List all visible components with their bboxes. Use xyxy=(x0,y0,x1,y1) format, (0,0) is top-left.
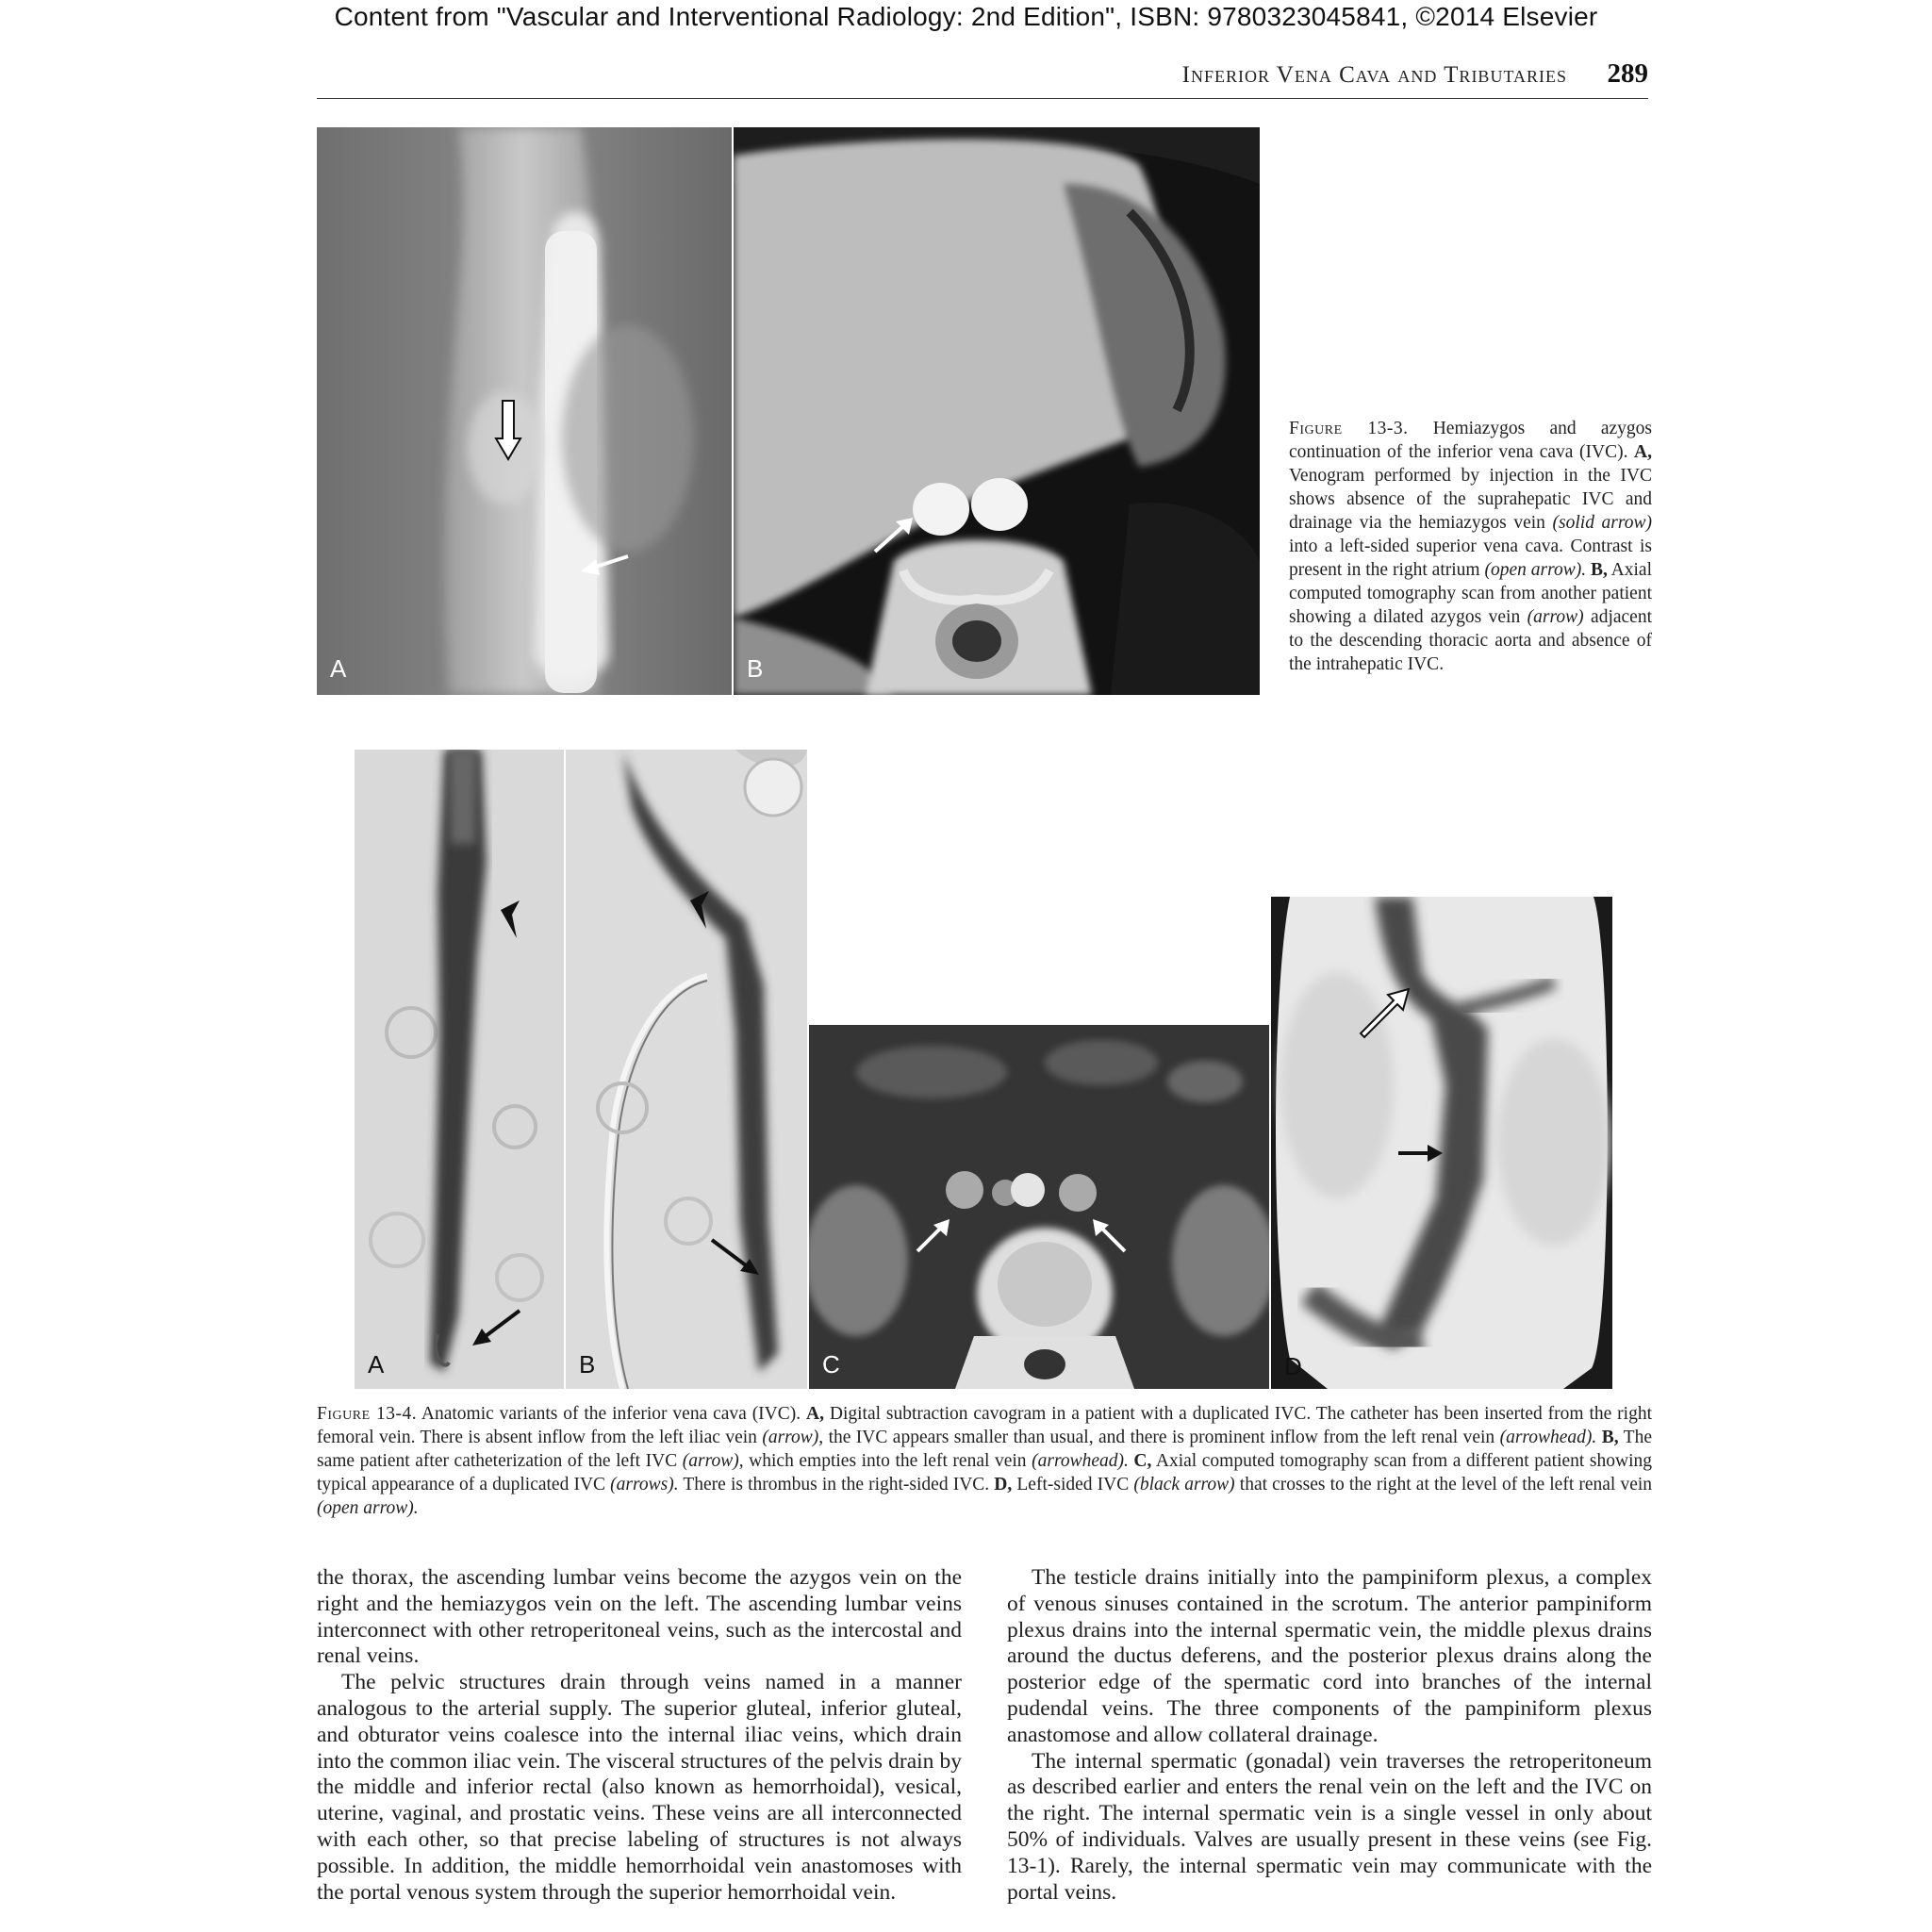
figure-13-3-panel-b xyxy=(734,127,1260,695)
figure-13-3-caption: Figure 13-3. Hemiazygos and azygos continuation of the inferior vena cava (IVC). A, Venogram performed by injection in the IVC shows absence of the suprahepatic IVC and drainage via the hemiazygos vein (solid arrow) into a left-sided superior vena cava. Contrast is present in the right atrium (open arrow). B, Axial computed tomography scan from another patient showing a dilated azygos vein (arrow) adjacent to the descending thoracic aorta and absence of the intrahepatic IVC. xyxy=(1289,419,1653,674)
panel-letter: A xyxy=(330,654,347,683)
body-paragraph: The internal spermatic (gonadal) vein traverses the retroperitoneum as described earlier and enters the renal vein on the left and the IVC on the right. The internal spermatic vein is a single vessel in only about 50% of individuals. Valves are usually present in these veins (see Fig. 13-1). Rarely, the internal spermatic vein may communicate with the portal veins. xyxy=(1007,1748,1652,1905)
panel-letter: D xyxy=(1284,1352,1302,1380)
axial-ct-image xyxy=(734,127,1260,695)
figure-13-4-panel-a xyxy=(355,750,564,1389)
panel-letter: B xyxy=(579,1350,596,1379)
figure-13-4-caption: Figure 13-4. Anatomic variants of the inferior vena cava (IVC). A, Digital subtraction cavogram in a patient with a duplicated IVC. The catheter has been inserted from the right femoral vein. There is absent inflow from the left iliac vein (arrow), the IVC appears smaller than usual, and there is prominent inflow from the left renal vein (arrowhead). B, The same patient after catheterization of the left IVC (arrow), which empties into the left renal vein (arrowhead). C, Axial computed tomography scan from a different patient showing typical appearance of a duplicated IVC (arrows). There is thrombus in the right-sided IVC. D, Left-sided IVC (black arrow) that crosses to the right at the level of the left renal vein (open arrow). xyxy=(317,1404,1653,1518)
panel-letter: C xyxy=(822,1350,840,1379)
axial-ct-abdomen-image xyxy=(809,1025,1269,1389)
figure-13-4-panel-c xyxy=(809,1025,1269,1389)
figure-13-4-panel-d xyxy=(1271,897,1612,1389)
running-head-title: Inferior Vena Cava and Tributaries xyxy=(1181,62,1567,88)
body-paragraph: the thorax, the ascending lumbar veins become the azygos vein on the right and the hemiazygos vein on the left. The ascending lumbar veins interconnect with other retroperitoneal veins, such as the intercostal and renal veins. xyxy=(317,1565,962,1669)
running-head xyxy=(317,60,1648,98)
body-left-column xyxy=(317,1565,962,1906)
cavogram-catheterized-image xyxy=(566,750,807,1389)
panel-letter: B xyxy=(747,654,764,683)
source-banner: Content from "Vascular and Interventional Radiology: 2nd Edition", ISBN: 9780323045841, ©2014 Elsevier xyxy=(334,2,1598,31)
header-rule xyxy=(317,98,1648,99)
cavogram-image xyxy=(355,750,564,1389)
body-paragraph: The pelvic structures drain through veins named in a manner analogous to the arterial supply. The superior gluteal, inferior gluteal, and obturator veins coalesce into the internal iliac veins, which drain into the common iliac vein. The visceral structures of the pelvis drain by the middle and inferior rectal (also known as hemorrhoidal), vesical, uterine, vaginal, and prostatic veins. These veins are all interconnected with each other, so that precise labeling of structures is not always possible. In addition, the middle hemorrhoidal vein anastomoses with the portal venous system through the superior hemorrhoidal vein. xyxy=(317,1670,962,1905)
body-right-column xyxy=(1007,1565,1652,1906)
left-sided-ivc-image xyxy=(1271,897,1612,1389)
body-paragraph: The testicle drains initially into the pampiniform plexus, a complex of venous sinuses contained in the scrotum. The anterior pampiniform plexus drains into the internal spermatic vein, the middle plexus drains around the ductus deferens, and the posterior plexus drains along the posterior edge of the spermatic cord into branches of the internal pudendal veins. The three components of the pampiniform plexus anastomose and allow collateral drainage. xyxy=(1007,1565,1652,1747)
page-number: 289 xyxy=(1607,58,1648,89)
panel-letter: A xyxy=(368,1350,385,1379)
figure-13-4-panel-b xyxy=(566,750,807,1389)
figure-13-3-panel-a xyxy=(317,127,732,695)
venogram-image xyxy=(317,127,732,695)
